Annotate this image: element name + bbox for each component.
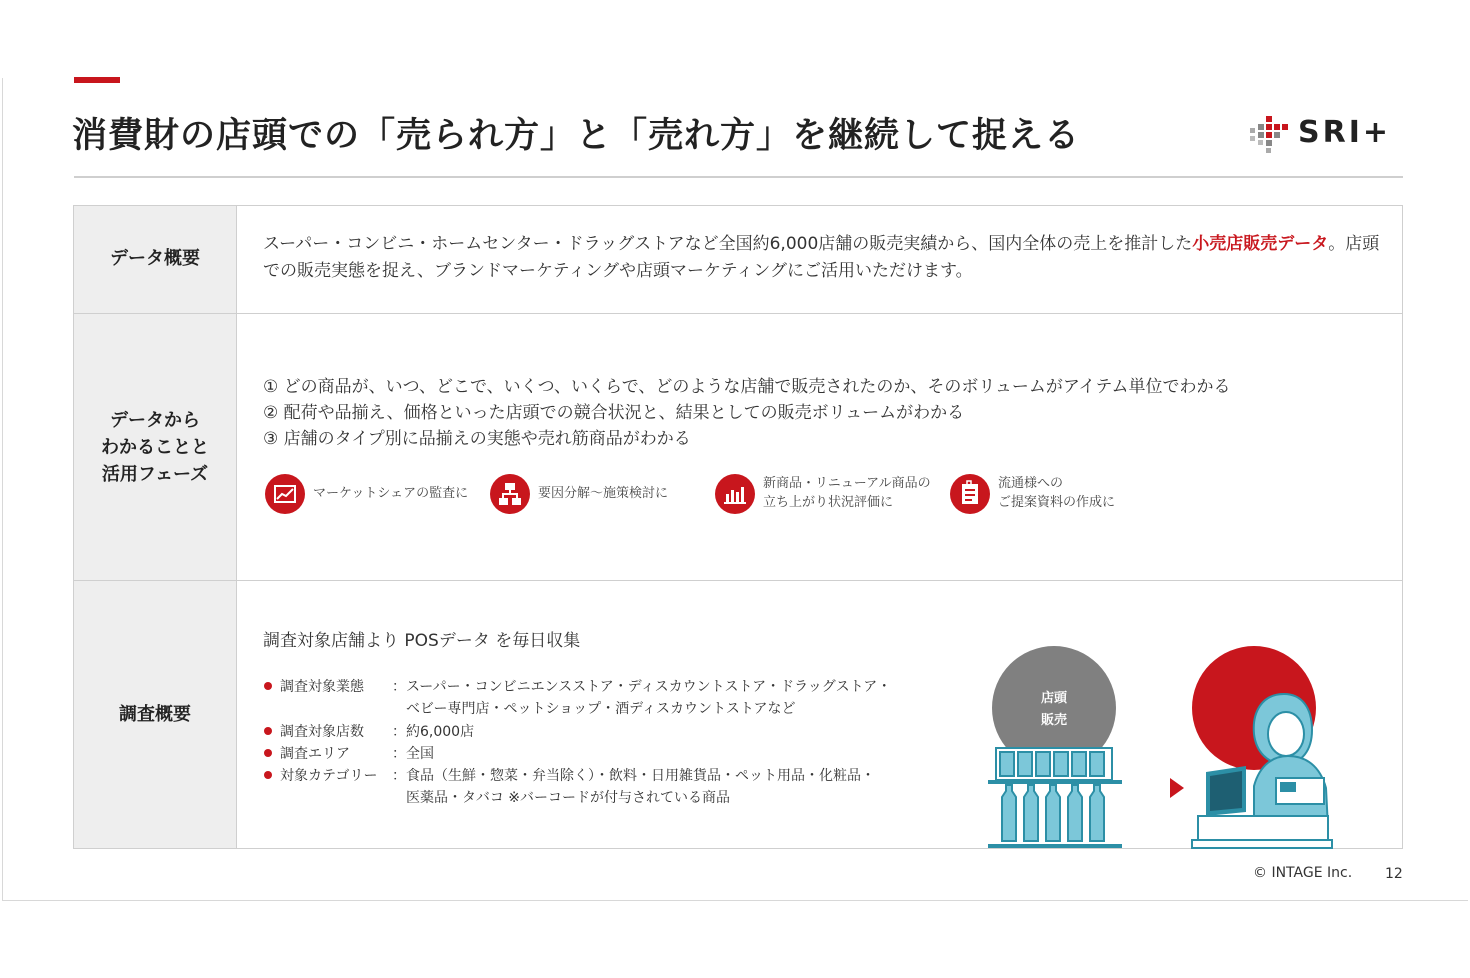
info-table (73, 205, 1403, 849)
data-summary-text (263, 231, 1383, 285)
shelf-icon (988, 748, 1122, 848)
survey-item-continuation: 医薬品・タバコ ※バーコードが付与されている商品 (406, 790, 731, 806)
bullet-dot (264, 727, 272, 735)
phase-label (763, 474, 931, 512)
row-divider (74, 580, 1402, 581)
phase-label (998, 474, 1115, 512)
phase-label-line: 流通様への (998, 476, 1064, 491)
survey-item (264, 743, 434, 765)
survey-item-value: ：食品（生鮮・惣菜・弁当除く）・飲料・日用雑貨品・ペット用品・化粧品・ (392, 768, 875, 784)
label-column (74, 206, 237, 848)
store-sales-label-line: 販売 (1040, 713, 1067, 728)
title-divider (74, 176, 1403, 178)
survey-item-value: ：スーパー・コンビニエンスストア・ディスカウントストア・ドラッグストア・ (392, 679, 892, 695)
survey-item (264, 765, 875, 787)
survey-item-continuation: ベビー専門店・ペットショップ・酒ディスカウントストアなど (406, 701, 796, 717)
usage-point: ② 配荷や品揃え、価格といった店頭での競合状況と、結果としての販売ボリュームがわかる (263, 403, 965, 423)
usage-point: ① どの商品が、いつ、どこで、いくつ、いくらで、どのような店舗で販売されたのか、そのボリュームがアイテム単位でわかる (263, 377, 1231, 397)
line-chart-icon (265, 474, 305, 514)
phase-label: 要因分解～施策検討に (538, 486, 669, 501)
title-accent-bar (74, 77, 120, 83)
store-illustration (984, 646, 1384, 851)
survey-item-key: 対象カテゴリー (280, 768, 378, 784)
row-label-data-summary: データ概要 (110, 248, 200, 269)
summary-text-part: スーパー・コンビニ・ホームセンター・ドラッグストアなど全国約6,000店舗の販売実績から、国内全体の売上を推計した (263, 234, 1193, 254)
row-divider (74, 313, 1402, 314)
logo-text: SRI+ (1298, 115, 1392, 150)
survey-item-key: 調査エリア (280, 746, 350, 762)
store-survey-label-line: 店頭 (1320, 691, 1347, 706)
footer-copyright: © INTAGE Inc. (1253, 865, 1353, 881)
store-survey-label (1314, 688, 1354, 732)
store-sales-label-line: 店頭 (1040, 691, 1067, 706)
survey-item-key: 調査対象業態 (280, 679, 364, 695)
page-title: 消費財の店頭での「売られ方」と「売れ方」を継続して捉える (72, 116, 1081, 156)
summary-highlight: 小売店販売データ (1192, 234, 1329, 254)
phase-label: マーケットシェアの監査に (313, 486, 469, 501)
arrow-right-icon (1170, 778, 1184, 798)
survey-item-key: 調査対象店数 (280, 724, 364, 740)
bullet-dot (264, 749, 272, 757)
store-survey-label-line: 調査 (1320, 713, 1347, 728)
org-chart-icon (490, 474, 530, 514)
bullet-dot (264, 682, 272, 690)
row-label-line: データから (110, 410, 200, 431)
survey-item (264, 721, 474, 743)
row-label-usage (74, 407, 236, 488)
page-number: 12 (1385, 866, 1403, 882)
store-sales-label (1034, 688, 1074, 732)
phase-label-line: ご提案資料の作成に (998, 495, 1116, 510)
phase-label-line: 立ち上がり状況評価に (763, 495, 894, 510)
sri-plus-logo (1246, 114, 1392, 154)
summary-text-part: 。店頭での販売実態を捉え、ブランドマーケティングや店頭マーケティングにご活用いただけます。 (263, 234, 1380, 281)
bullet-dot (264, 771, 272, 779)
slide-border-bottom (2, 900, 1468, 901)
survey-item (264, 676, 891, 698)
phase-label-line: 新商品・リニューアル商品の (763, 476, 931, 491)
document-clip-icon (950, 474, 990, 514)
slide-border-left (2, 78, 3, 900)
survey-item-value: ：約6,000店 (392, 724, 475, 740)
row-label-line: 活用フェーズ (101, 464, 209, 485)
bar-chart-icon (715, 474, 755, 514)
survey-lead-text: 調査対象店舗より POSデータ を毎日収集 (263, 631, 581, 651)
pixel-cross-icon (1246, 114, 1296, 154)
row-label-survey: 調査概要 (119, 704, 191, 725)
row-label-line: わかることと (101, 437, 209, 458)
usage-point: ③ 店舗のタイプ別に品揃えの実態や売れ筋商品がわかる (263, 429, 691, 449)
survey-item-value: ：全国 (392, 746, 434, 762)
